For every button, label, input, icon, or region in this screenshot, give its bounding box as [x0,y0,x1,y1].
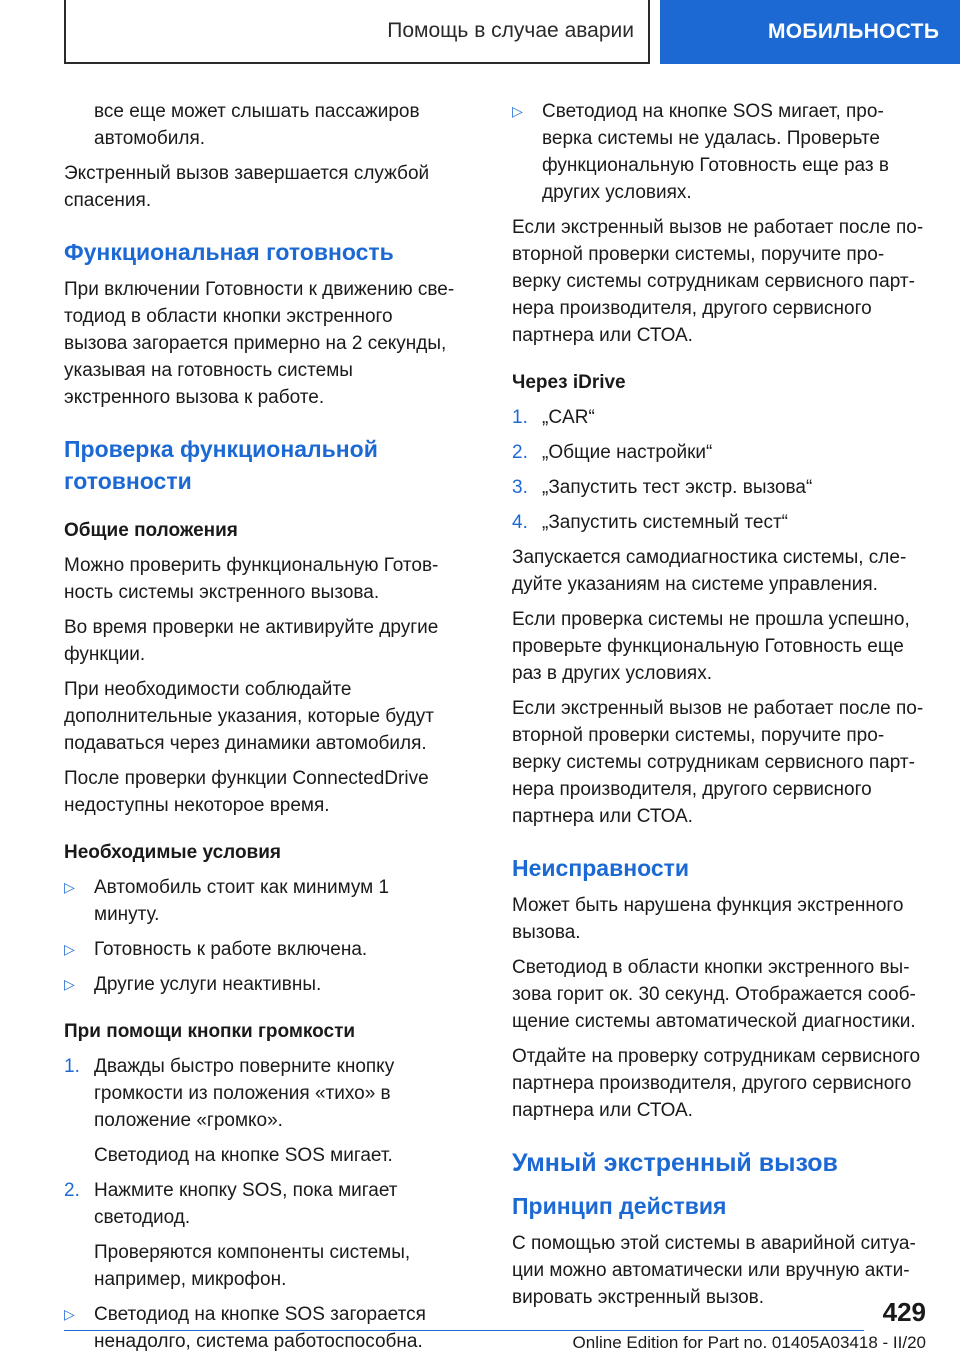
list-item: ▷ Другие услуги неактивны. [64,971,456,998]
header-chapter-tab [660,0,960,64]
header-section-title: Помощь в случае аварии [387,19,634,42]
step-item: 4. „Запустить системный тест“ [512,509,926,536]
paragraph-continued: все еще может слышать пассажиров автомобиля. [94,101,420,149]
paragraph: Отдайте на проверку сотрудникам сервисного партнера производителя, другого сервисного партнера или СТОА. [512,1046,921,1121]
paragraph: При включении Готовности к движению светодиод в области кнопки экстренного вызова загорается примерно на 2 секунды, указывая на готовность системы экстренного вызова к работе. [64,279,455,408]
edition-text: Online Edition for Part no. 01405A03418 - II/20 [572,1333,926,1352]
header-chapter-title: МОБИЛЬНОСТЬ [768,20,940,43]
step-note: Проверяются компоненты системы, например, микрофон. [94,1242,411,1290]
paragraph: Светодиод в области кнопки экстренного вызова горит ок. 30 секунд. Отображается сообщение системы автоматической диагностики. [512,957,916,1032]
step-item: 2. „Общие настройки“ [512,439,926,466]
left-column [64,98,456,1363]
triangle-right-icon: ▷ [64,941,75,957]
paragraph: Может быть нарушена функция экстренного вызова. [512,895,904,943]
paragraph: Если экстренный вызов не работает после повторной проверки системы, поручите проверку системы сотрудникам сервисного партнера производителя, другого сервисного партнера или СТОА. [512,217,924,346]
step-number: 2. [512,442,528,463]
step-number: 2. [64,1180,80,1201]
paragraph: С помощью этой системы в аварийной ситуации можно автоматически или вручную активировать экстренный вызов. [512,1233,916,1308]
step-item: 1. Дважды быстро поверните кнопку громкости из положения «тихо» в положение «громко». [64,1053,456,1134]
page-number: 429 [882,1297,926,1327]
heading-faults: Неисправности [512,855,690,881]
header-section-tab [64,0,650,64]
triangle-right-icon: ▷ [64,1306,75,1322]
step-item: 3. „Запустить тест экстр. вызова“ [512,474,926,501]
heading-functional-readiness: Функциональная готовность [64,239,394,265]
step-number: 4. [512,512,528,533]
heading-via-idrive: Через iDrive [512,372,626,393]
paragraph: Если проверка системы не прошла успешно, проверьте функциональную Готовность еще раз в других условиях. [512,609,910,684]
right-column [512,98,926,1319]
step-number: 1. [512,407,528,428]
triangle-right-icon: ▷ [64,879,75,895]
paragraph: Запускается самодиагностика системы, следуйте указаниям на системе управления. [512,547,907,595]
paragraph: Экстренный вызов завершается службой спасения. [64,163,430,211]
list-item: ▷ Автомобиль стоит как минимум 1 минуту. [64,874,456,928]
paragraph: Во время проверки не активируйте другие функции. [64,617,439,665]
heading-smart-emergency-call: Умный экстренный вызов [512,1149,838,1177]
paragraph: Можно проверить функциональную Готовность системы экстренного вызова. [64,555,439,603]
step-number: 1. [64,1056,80,1077]
paragraph: После проверки функции ConnectedDrive недоступны некоторое время. [64,768,429,816]
step-item: 1. „CAR“ [512,404,926,431]
heading-check-readiness: Проверка функциональной готовности [64,436,378,494]
triangle-right-icon: ▷ [64,976,75,992]
list-item: ▷ Светодиод на кнопке SOS мигает, проверка системы не удалась. Проверьте функциональную Готовность еще раз в других условиях. [512,98,926,206]
list-item: ▷ Светодиод на кнопке SOS загорается ненадолго, система работоспособна. [64,1301,456,1355]
footer-divider [64,1330,864,1331]
list-item: ▷ Готовность к работе включена. [64,936,456,963]
heading-requirements: Необходимые условия [64,842,282,863]
triangle-right-icon: ▷ [512,103,523,119]
paragraph: При необходимости соблюдайте дополнительные указания, которые будут подаваться через динамики автомобиля. [64,679,434,754]
heading-general: Общие положения [64,520,238,541]
step-number: 3. [512,477,528,498]
heading-volume-button: При помощи кнопки громкости [64,1021,356,1042]
step-item: 2. Нажмите кнопку SOS, пока мигает светодиод. [64,1177,456,1231]
paragraph: Если экстренный вызов не работает после повторной проверки системы, поручите проверку системы сотрудникам сервисного партнера производителя, другого сервисного партнера или СТОА. [512,698,924,827]
step-note: Светодиод на кнопке SOS мигает. [94,1145,393,1166]
heading-principle: Принцип действия [512,1193,727,1219]
